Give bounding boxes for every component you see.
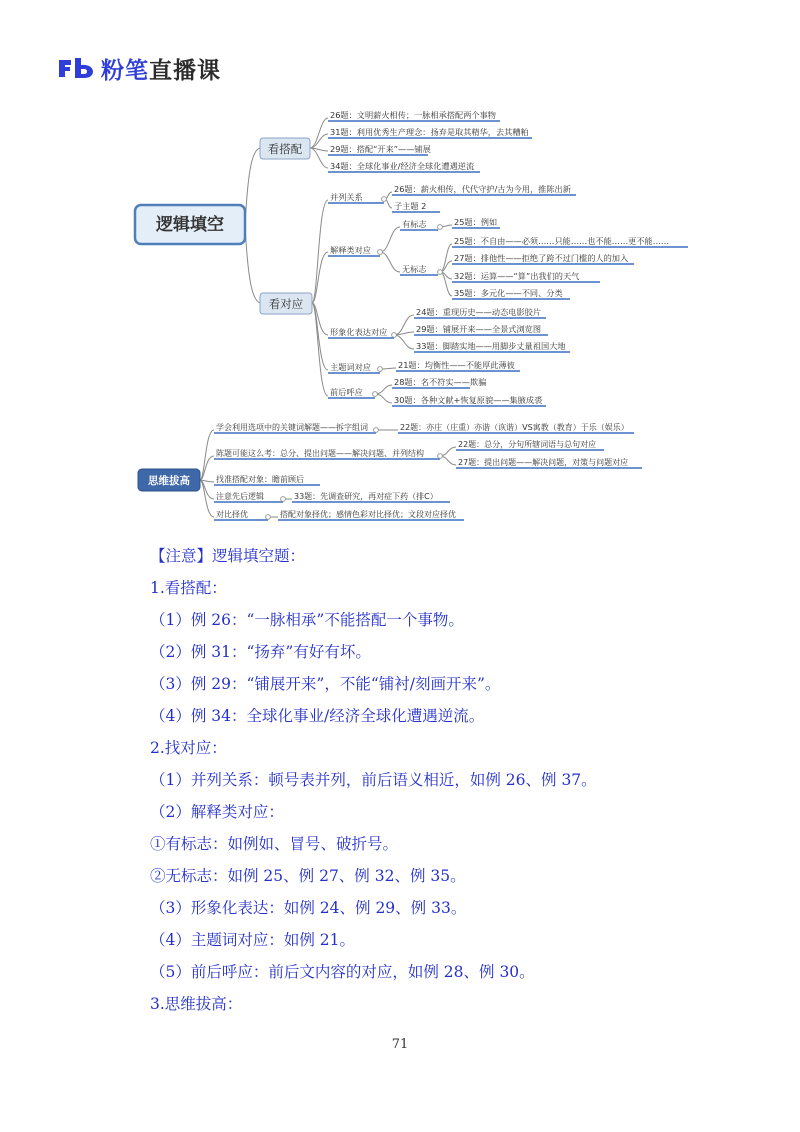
section-item: （4）主题词对应：如例 21。	[150, 931, 356, 949]
wubiao-item: 25题：不自由——必须……只能……也不能……更不能……	[454, 236, 670, 246]
label-binglie: 并列关系	[330, 192, 363, 202]
siwei-item: 27题：提出问题——解决问题，对策与问题对应	[458, 458, 629, 467]
label-xingxiang: 形象化表达对应	[330, 327, 388, 337]
siwei-item: 搭配对象择优；感情色彩对比择优；文段对应择优	[280, 510, 456, 519]
section-item: （2）解释类对应：	[150, 803, 284, 821]
section-heading: 3.思维拔高：	[150, 995, 243, 1013]
notes-body	[150, 540, 750, 1020]
siwei-label: 陈题可能这么考：总分、提出问题——解决问题、并列结构	[216, 449, 424, 458]
dapei-item: 26题：文明薪火相传；一脉相承搭配两个事物	[330, 110, 496, 120]
wubiao-item: 32题：运算——“算”出我们的天气	[454, 271, 580, 281]
section-item: （3）例 29：“铺展开来”，不能“铺衬/刻画开来”。	[150, 675, 501, 693]
section-subitem: ②无标志：如例 25、例 27、例 32、例 35。	[150, 867, 466, 885]
label-wubiao: 无标志	[402, 264, 427, 274]
dapei-items	[330, 110, 529, 171]
siwei-item: 33题：先调查研究，再对症下药（排C）	[294, 492, 438, 501]
xingxiang-item: 33题：脚踏实地——用脚步丈量祖国大地	[416, 341, 566, 351]
root-node-label: 逻辑填空	[156, 215, 224, 235]
note-heading: 【注意】逻辑填空题：	[150, 547, 306, 565]
siwei-item: 22题：总分，分句所辖词语与总句对应	[458, 440, 597, 449]
wubiao-item: 27题：排他性——拒绝了跨不过门槛的人的加入	[454, 253, 629, 263]
branch-kandapei-label: 看搭配	[267, 142, 303, 156]
qianhou-item: 28题：名不符实——欺骗	[394, 377, 487, 387]
section-heading: 2.找对应：	[150, 739, 227, 757]
label-youbiao: 有标志	[402, 219, 427, 229]
duiying-subtree	[330, 184, 669, 405]
zhuti-item: 21题：均衡性——不能厚此薄彼	[398, 360, 515, 370]
section-item: （5）前后呼应：前后文内容的对应，如例 28、例 30。	[150, 963, 535, 981]
wubiao-item: 35题：多元化——不同、分类	[454, 288, 563, 298]
section-item: （3）形象化表达：如例 24、例 29、例 33。	[150, 899, 467, 917]
siwei-label: 对比择优	[216, 510, 248, 519]
section-item: （1）例 26：“一脉相承”不能搭配一个事物。	[150, 611, 464, 629]
siwei-subtree	[216, 422, 629, 519]
siwei-item: 22题：亦庄（庄重）亦谐（诙谐）VS寓教（教育）于乐（娱乐）	[400, 423, 629, 432]
xingxiang-item: 29题：铺展开来——全景式浏览图	[416, 324, 542, 334]
youbiao-item: 25题：例如	[454, 217, 498, 227]
label-jieshi: 解释类对应	[330, 245, 371, 255]
root2-node-label: 思维拔高	[148, 475, 190, 487]
dapei-item: 34题：全球化事业/经济全球化遭遇逆流	[330, 161, 475, 171]
binglie-item: 子主题 2	[394, 201, 427, 211]
label-zhuti: 主题词对应	[330, 362, 371, 372]
xingxiang-item: 24题：重现历史——动态电影胶片	[416, 307, 542, 317]
section-heading: 1.看搭配：	[150, 579, 227, 597]
binglie-item: 26题：薪火相传，代代守护/古为今用，推陈出新	[394, 184, 571, 194]
dapei-item: 29题：搭配“开来”——铺展	[330, 144, 431, 154]
page-number: 71	[391, 1037, 409, 1052]
qianhou-item: 30题：各种文献+恢复原貌——集腋成裘	[394, 395, 543, 405]
section-item: （4）例 34：全球化事业/经济全球化遭遇逆流。	[150, 707, 485, 725]
dapei-item: 31题：利用优秀生产理念：扬弃是取其精华，去其糟粕	[330, 127, 529, 137]
siwei-label: 注意先后逻辑	[216, 492, 264, 501]
branch-kanduiying-label: 看对应	[268, 297, 304, 311]
brand-title: 粉笔直播课	[101, 57, 221, 84]
section-item: （2）例 31：“扬弃”有好有坏。	[150, 643, 371, 661]
section-subitem: ①有标志：如例如、冒号、破折号。	[150, 835, 399, 853]
siwei-label: 找准搭配对象：瞻前顾后	[216, 475, 304, 484]
mindmap	[0, 0, 800, 540]
label-qianhou: 前后呼应	[330, 387, 363, 397]
section-item: （1）并列关系：顿号表并列，前后语义相近，如例 26、例 37。	[150, 771, 597, 789]
siwei-label: 学会利用选项中的关键词解题——拆字组词	[216, 423, 368, 432]
